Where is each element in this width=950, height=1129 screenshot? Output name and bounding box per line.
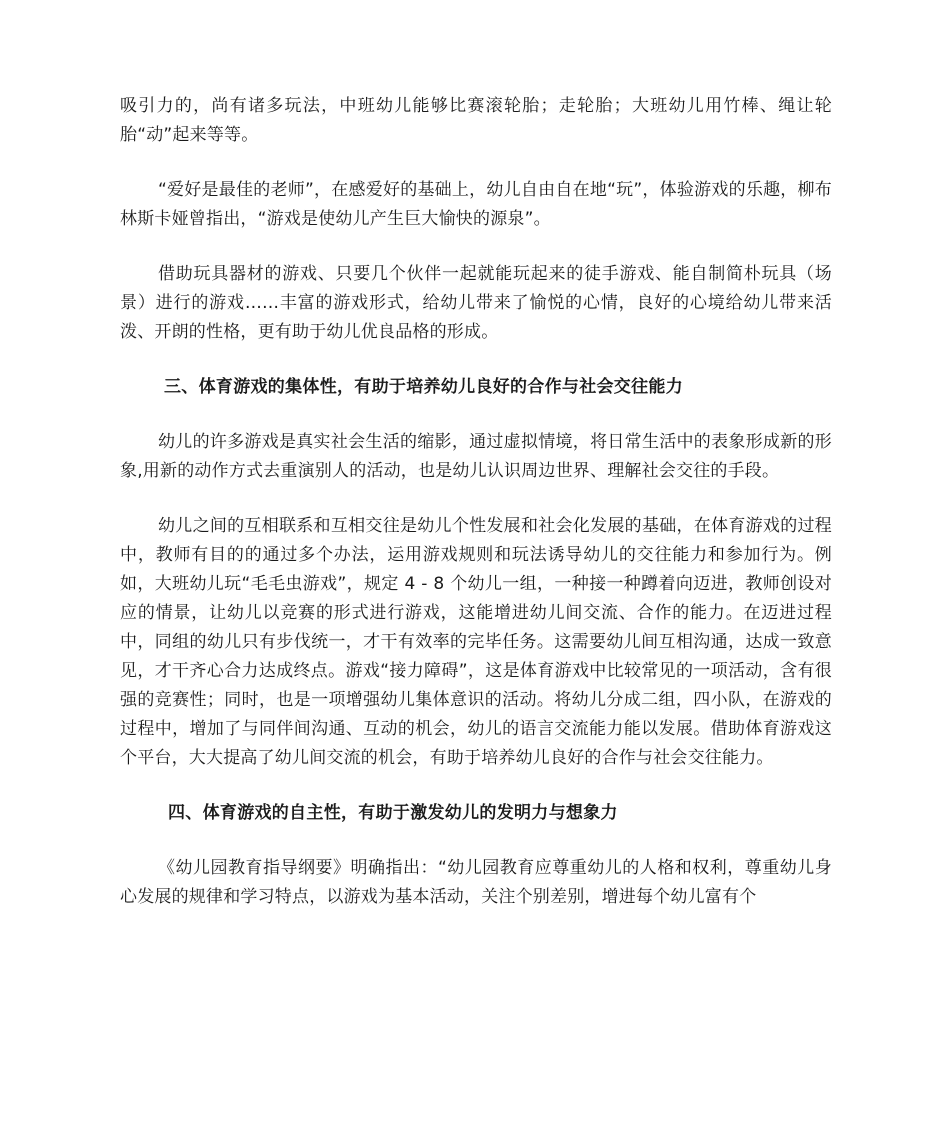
paragraph-continued-tire-play: 吸引力的，尚有诸多玩法，中班幼儿能够比赛滚轮胎；走轮胎；大班幼儿用竹棒、绳让轮胎“动”起来等等。 bbox=[120, 96, 832, 145]
section-heading-four: 四、体育游戏的自主性，有助于激发幼儿的发明力与想象力 bbox=[168, 803, 618, 823]
paragraph-guideline-quote: 《幼儿园教育指导纲要》明确指出：“幼儿园教育应尊重幼儿的人格和权利，尊重幼儿身心发展的规律和学习特点，以游戏为基本活动，关注个别差别，增进每个幼儿富有个 bbox=[120, 858, 832, 907]
paragraph-social-life: 幼儿的许多游戏是真实社会生活的缩影，通过虚拟情境，将日常生活中的表象形成新的形象,用新的动作方式去重演别人的活动，也是幼儿认识周边世界、理解社会交往的手段。 bbox=[120, 432, 832, 481]
paragraph-interest-quote: “爱好是最佳的老师”，在感爱好的基础上，幼儿自由自在地“玩”，体验游戏的乐趣，柳布林斯卡娅曾指出，“游戏是使幼儿产生巨大愉快的源泉”。 bbox=[120, 180, 832, 229]
paragraph-interaction-example: 幼儿之间的互相联系和互相交往是幼儿个性发展和社会化发展的基础，在体育游戏的过程中，教师有目的的通过多个办法，运用游戏规则和玩法诱导幼儿的交往能力和参加行为。例如，大班幼儿玩“毛毛虫游戏”，规定 4 - 8 个幼儿一组，一种接一种蹲着向迈进，教师创设对应的情景，让幼儿以竞赛的形式进行游戏，这能增进幼儿间交流、合作的能力。在迈进过程中，同组的幼儿只有步伐统一，才干有效率的完毕任务。这需要幼儿间互相沟通，达成一致意见，才干齐心合力达成终点。游戏“接力障碍”，这是体育游戏中比较常见的一项活动，含有很强的竞赛性；同时，也是一项增强幼儿集体意识的活动。将幼儿分成二组，四小队，在游戏的过程中，增加了与同伴间沟通、互动的机会，幼儿的语言交流能力能以发展。借助体育游戏这个平台，大大提高了幼儿间交流的机会，有助于培养幼儿良好的合作与社会交往能力。 bbox=[120, 516, 832, 768]
section-heading-three: 三、体育游戏的集体性，有助于培养幼儿良好的合作与社会交往能力 bbox=[164, 377, 683, 397]
document-page bbox=[120, 92, 832, 938]
paragraph-game-forms: 借助玩具器材的游戏、只要几个伙伴一起就能玩起来的徒手游戏、能自制简朴玩具（场景）进行的游戏……丰富的游戏形式，给幼儿带来了愉悦的心情，良好的心境给幼儿带来活泼、开朗的性格，更有助于幼儿优良品格的形成。 bbox=[120, 264, 832, 342]
